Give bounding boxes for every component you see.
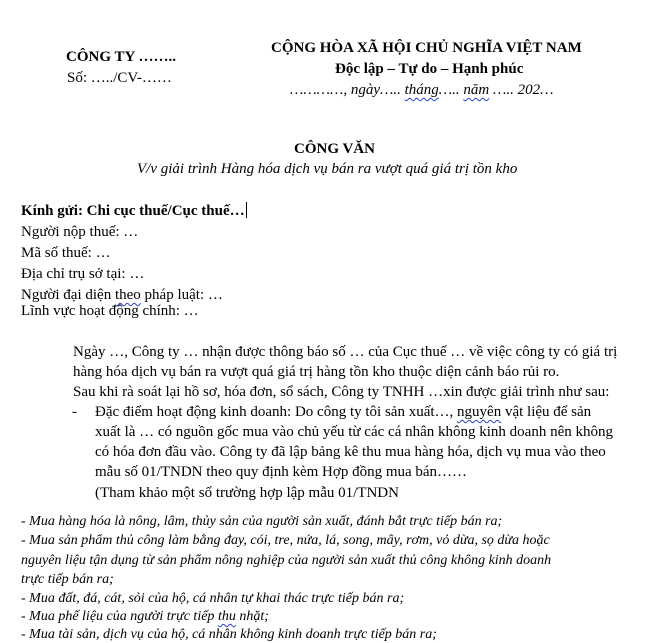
date-line: …………, ngày….. tháng….. năm ….. 202… bbox=[290, 82, 554, 98]
field-legal-rep: Người đại diện theo pháp luật: … bbox=[21, 287, 223, 303]
recipient-line: Kính gửi: Chi cục thuế/Cục thuế… bbox=[21, 203, 245, 219]
field-business-field: Lĩnh vực hoạt động chính: … bbox=[21, 303, 199, 319]
body-paragraph-line: hàng hóa dịch vụ bán ra vượt quá giá trị hàng tồn kho thuộc diện cảnh báo rủi ro. bbox=[73, 364, 560, 380]
field-tax-code: Mã số thuế: … bbox=[21, 245, 111, 261]
bullet-line: (Tham khảo một số trường hợp lập mẫu 01/TNDN bbox=[95, 485, 399, 501]
text-cursor bbox=[246, 202, 247, 218]
company-name: CÔNG TY …….. bbox=[66, 49, 177, 65]
case-item: trực tiếp bán ra; bbox=[21, 572, 114, 587]
case-item: nguyên liệu tận dụng từ sản phẩm nông nghiệp của người sản xuất thủ công không kinh doanh bbox=[21, 553, 552, 568]
body-paragraph-line: Sau khi rà soát lại hồ sơ, hóa đơn, sổ sách, Công ty TNHH …xin được giải trình như sau: bbox=[73, 384, 610, 400]
case-item: - Mua sản phẩm thủ công làm bằng đay, cói, tre, nứa, lá, song, mây, rơm, vỏ dừa, sọ dừa hoặc bbox=[21, 533, 550, 548]
bullet-line: xuất là … có nguồn gốc mua vào chủ yếu từ các cá nhân không kinh doanh nên không bbox=[95, 424, 613, 440]
list-dash: - bbox=[72, 404, 77, 420]
case-item: - Mua đất, đá, cát, sỏi của hộ, cá nhân tự khai thác trực tiếp bán ra; bbox=[21, 591, 405, 606]
bullet-line: mẫu số 01/TNDN theo quy định kèm Hợp đồng mua bán…… bbox=[95, 464, 468, 480]
document-number: Số: …../CV-…… bbox=[67, 70, 172, 86]
national-title: CỘNG HÒA XÃ HỘI CHỦ NGHĨA VIỆT NAM bbox=[271, 40, 582, 56]
bullet-line: có hóa đơn đầu vào. Công ty đã lập bảng kê thu mua hàng hóa, dịch vụ mua vào theo bbox=[95, 444, 606, 460]
body-paragraph-line: Ngày …, Công ty … nhận được thông báo số … của Cục thuế … về việc công ty có giá trị bbox=[73, 344, 618, 360]
bullet-line: Đặc điểm hoạt động kinh doanh: Do công ty tôi sản xuất…, nguyên vật liệu để sản bbox=[95, 404, 592, 420]
national-motto: Độc lập – Tự do – Hạnh phúc bbox=[335, 61, 524, 77]
case-item: - Mua tài sản, dịch vụ của hộ, cá nhân không kinh doanh trực tiếp bán ra; bbox=[21, 627, 437, 642]
field-address: Địa chỉ trụ sở tại: … bbox=[21, 266, 145, 282]
document-subject: V/v giải trình Hàng hóa dịch vụ bán ra vượt quá giá trị tồn kho bbox=[137, 161, 518, 177]
document-title: CÔNG VĂN bbox=[294, 141, 375, 157]
field-taxpayer: Người nộp thuế: … bbox=[21, 224, 139, 240]
case-item: - Mua phế liệu của người trực tiếp thu nhặt; bbox=[21, 609, 269, 624]
case-item: - Mua hàng hóa là nông, lâm, thủy sản của người sản xuất, đánh bắt trực tiếp bán ra; bbox=[21, 514, 503, 529]
